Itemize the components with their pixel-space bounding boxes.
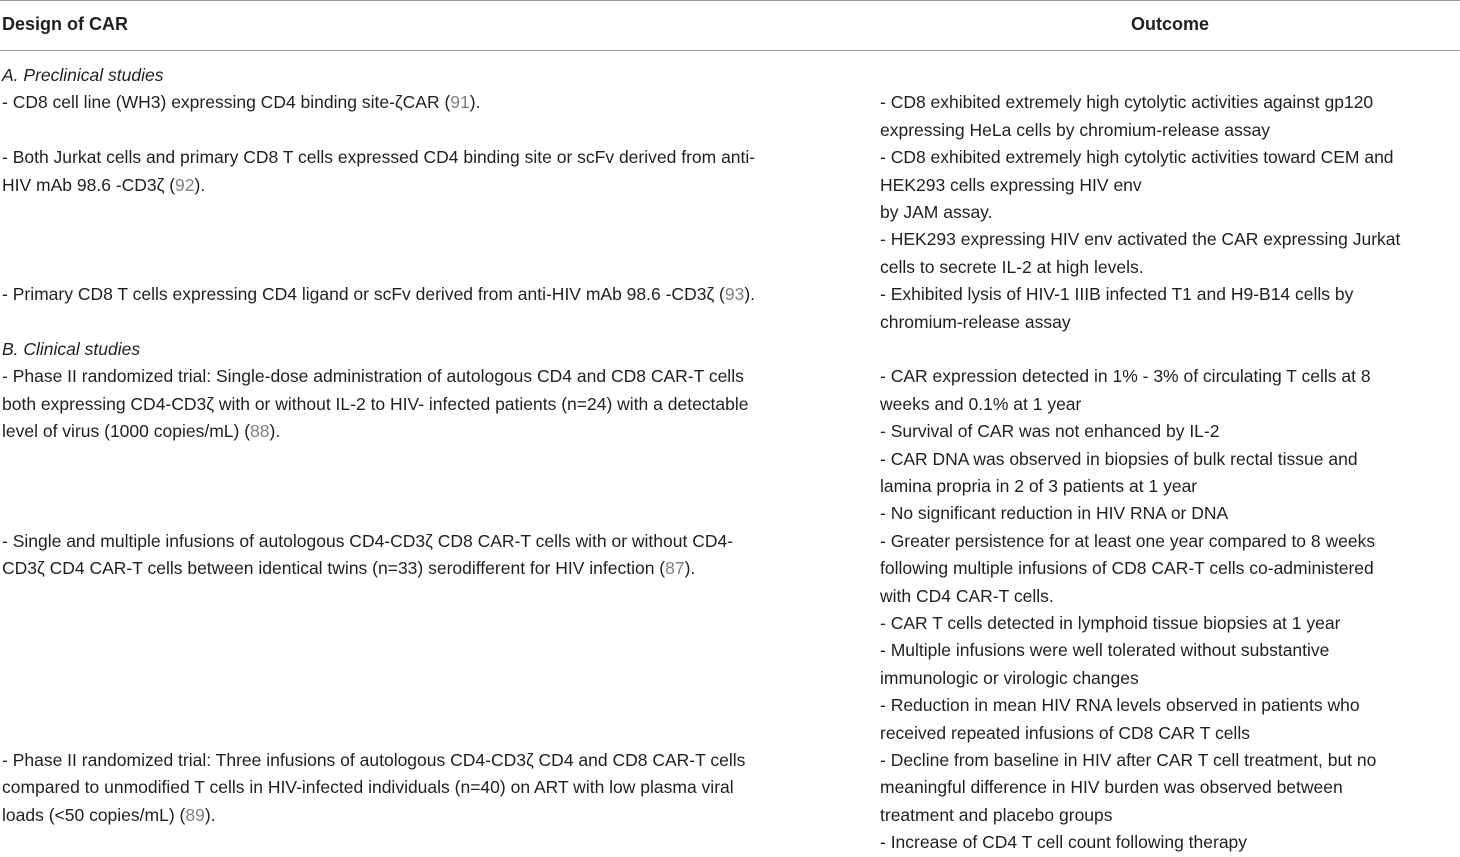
table-header-rule (0, 50, 1460, 51)
design-text: both expressing CD4-CD3ζ with or without IL-2 to HIV- infected patients (n=24) with a detectable (2, 393, 749, 414)
design-cell (0, 528, 860, 747)
column-header-design: Design of CAR (2, 14, 128, 34)
design-line (2, 555, 860, 582)
reference-link[interactable]: 89 (185, 804, 205, 825)
design-cell (0, 144, 860, 281)
outcome-line: - CAR expression detected in 1% - 3% of circulating T cells at 8 (880, 366, 1371, 387)
outcome-cell (880, 363, 1460, 527)
outcome-line: - HEK293 expressing HIV env activated the CAR expressing Jurkat (880, 229, 1401, 250)
reference-link[interactable]: 93 (724, 284, 745, 305)
outcome-line: HEK293 cells expressing HIV env (880, 174, 1142, 195)
outcome-line: cells to secrete IL-2 at high levels. (880, 256, 1144, 277)
outcome-line: chromium-release assay (880, 311, 1071, 332)
reference-link[interactable]: 88 (250, 421, 270, 442)
design-text: loads (<50 copies/mL) ( (2, 804, 186, 825)
reference-link[interactable]: 91 (450, 92, 470, 113)
outcome-line: - Multiple infusions were well tolerated without substantive (880, 640, 1330, 661)
table-body (0, 62, 1460, 857)
outcome-line: treatment and placebo groups (880, 804, 1113, 825)
design-text: ). (744, 284, 756, 305)
design-cell (0, 89, 860, 144)
outcome-line: - Decline from baseline in HIV after CAR T cell treatment, but no (880, 749, 1377, 770)
table-row (0, 281, 1460, 336)
design-line (2, 747, 860, 774)
outcome-line: expressing HeLa cells by chromium-release assay (880, 119, 1271, 140)
outcome-line: - Greater persistence for at least one year compared to 8 weeks (880, 530, 1376, 551)
outcome-line: - Survival of CAR was not enhanced by IL-2 (880, 421, 1220, 442)
design-text: level of virus (1000 copies/mL) ( (2, 421, 251, 442)
design-text: ). (204, 804, 216, 825)
outcome-cell (880, 747, 1460, 857)
outcome-line: - CD8 exhibited extremely high cytolytic activities against gp120 (880, 92, 1374, 113)
outcome-line: - Reduction in mean HIV RNA levels observed in patients who (880, 695, 1360, 716)
outcome-cell (880, 281, 1460, 336)
section-title: B. Clinical studies (2, 339, 141, 359)
outcome-line: immunologic or virologic changes (880, 667, 1139, 688)
design-text: - CD8 cell line (WH3) expressing CD4 binding site-ζCAR ( (2, 92, 451, 113)
outcome-line: - CAR T cells detected in lymphoid tissue biopsies at 1 year (880, 613, 1341, 634)
design-text: ). (469, 92, 481, 113)
design-text: ). (684, 558, 696, 579)
design-line (2, 774, 860, 801)
design-line (2, 89, 860, 116)
outcome-line: - CAR DNA was observed in biopsies of bulk rectal tissue and (880, 448, 1358, 469)
table-top-rule (0, 0, 1460, 1)
design-line (2, 172, 860, 199)
design-line (2, 363, 860, 390)
outcome-line: - CD8 exhibited extremely high cytolytic activities toward CEM and (880, 147, 1394, 168)
design-line (2, 391, 860, 418)
table-row (0, 89, 1460, 144)
outcome-line: following multiple infusions of CD8 CAR-T cells co-administered (880, 558, 1374, 579)
design-text: - Single and multiple infusions of autologous CD4-CD3ζ CD8 CAR-T cells with or without CD4- (2, 530, 734, 551)
design-text: ). (194, 174, 206, 195)
outcome-line: with CD4 CAR-T cells. (880, 585, 1054, 606)
outcome-line: - Exhibited lysis of HIV-1 IIIB infected T1 and H9-B14 cells by (880, 284, 1354, 305)
outcome-cell (880, 528, 1460, 747)
column-header-outcome: Outcome (1130, 14, 1209, 34)
design-text: - Phase II randomized trial: Three infusions of autologous CD4-CD3ζ CD4 and CD8 CAR-T cells (2, 749, 746, 770)
design-cell (0, 747, 860, 857)
reference-link[interactable]: 87 (665, 558, 685, 579)
reference-link[interactable]: 92 (175, 174, 195, 195)
design-text: compared to unmodified T cells in HIV-infected individuals (n=40) on ART with low plasma viral (2, 777, 734, 798)
outcome-line: - Increase of CD4 T cell count following therapy (880, 832, 1248, 853)
outcome-cell (880, 144, 1460, 281)
table-row (0, 363, 1460, 527)
design-line (2, 281, 860, 308)
design-line (2, 144, 860, 171)
outcome-line: by JAM assay. (880, 202, 993, 223)
section-title: A. Preclinical studies (2, 65, 164, 85)
design-text: HIV mAb 98.6 -CD3ζ ( (2, 174, 176, 195)
design-text: - Both Jurkat cells and primary CD8 T cells expressed CD4 binding site or scFv derived from anti- (2, 147, 756, 168)
design-text: CD3ζ CD4 CAR-T cells between identical twins (n=33) serodifferent for HIV infection ( (2, 558, 666, 579)
outcome-line: meaningful difference in HIV burden was observed between (880, 777, 1343, 798)
table-row (0, 144, 1460, 281)
design-line (2, 528, 860, 555)
design-line (2, 802, 860, 829)
table-row (0, 528, 1460, 747)
design-text: ). (269, 421, 281, 442)
design-text: - Phase II randomized trial: Single-dose administration of autologous CD4 and CD8 CAR-T cells (2, 366, 744, 387)
design-cell (0, 281, 860, 336)
outcome-line: - No significant reduction in HIV RNA or DNA (880, 503, 1229, 524)
outcome-cell (880, 89, 1460, 144)
outcome-line: weeks and 0.1% at 1 year (880, 393, 1082, 414)
design-text: - Primary CD8 T cells expressing CD4 ligand or scFv derived from anti-HIV mAb 98.6 -CD3ζ ( (2, 284, 725, 305)
table-row (0, 747, 1460, 857)
design-line (2, 418, 860, 445)
outcome-line: received repeated infusions of CD8 CAR T cells (880, 722, 1250, 743)
outcome-line: lamina propria in 2 of 3 patients at 1 year (880, 476, 1198, 497)
table-header (0, 13, 1460, 39)
design-cell (0, 363, 860, 527)
